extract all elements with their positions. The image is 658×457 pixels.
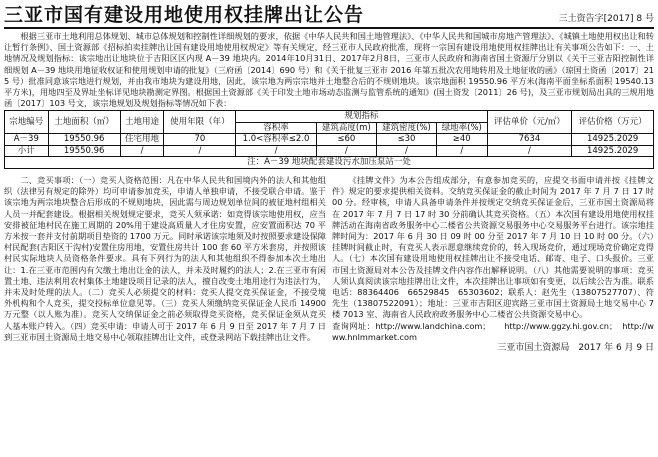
cell-density: ≤30 <box>376 134 436 146</box>
intro-section <box>4 31 654 109</box>
table-note: 注：A－39 地块配套建设污水加压泵站一处 <box>5 157 654 169</box>
announcement-header <box>4 2 654 26</box>
intro-paragraph: 根据三亚市土地利用总体规划、城市总体规划和控制性详细规划的要求，依据《中华人民共和国土地管理法》、《中华人民共和国城市房地产管理法》、《城镇土地使用权出让和转让暂行条例》、国土资源部《招标拍卖挂牌出让国有建设用地使用权规定》等有关规定，经三亚市人民政府批准，现将一宗国有建设用地使用权挂牌出让有关事项公告如下：一、土地情况及规划指标：该宗地出让地块位于吉阳区区内现 A－39 地块内。2014年10月31日、2017年2月8日，三亚市人民政府和海南省国土资源厅分别以《关于三亚吉阳控制性详细规划 A－39 地块用地征收权证和使用规划申请的批复》（三府函〔2014〕690 号）和《关于批复三亚市 2016 年第五批次农用地转用及土地征收的函》（琼国土资函〔2017〕215 号）批准同意该宗地进行规划，并由我市地块为建设用地，因此，该宗地为两宗宗地并土地整合后的不规则地块。该宗地面积 19550.96 平方米(海南平面坐标系面积 19540.13 平方米)，用地四至及界址坐标详见地块勘测定界图。根据国土资源部《关于印发土地市场动态监测与监管系统的通知》(国土资发〔2011〕26 号)，及三亚市规划局出具的三规用地函〔2017〕103 号文，该宗地规划及规划指标等情况如下表： <box>4 31 654 109</box>
cell-green: ≥40 <box>436 134 487 146</box>
cell-parcel-no: 小计 <box>5 145 49 157</box>
signature-line: 三亚市国土资源局 2017 年 6 月 9 日 <box>497 342 654 353</box>
cell-far: 1.0<容积率≤2.0 <box>236 134 316 146</box>
right-column <box>332 175 654 354</box>
cell-use: 住宅用地 <box>120 134 164 146</box>
cell-price-total: 14925.2029 <box>572 145 654 157</box>
cell-price-total: 14925.2029 <box>572 134 654 146</box>
th-area: 土地面积（㎡） <box>48 111 120 134</box>
right-paragraph: 《挂牌文件》为本公告组成部分，有意参加竞买的，应提交书面申请并按《挂牌文件》规定的要求提供相关资料。交纳竞买保证金的截止时间为 2017 年 7 月 7 日 17 时 00 分。经审核，申请人具备申请条件并按规定交纳竞买保证金后，三亚市国土资源局将在 2017 年 7 月 7 日 17 时 30 分前确认其竞买资格。（五）本次国有建设用地使用权挂牌活动在海南省政务服务中心二楼省公共资源交易服务中心交易服务平台进行。该宗地挂牌时间为：2017 年 6 月 30 日 09 时 00 分至 2017 年 7 月 10 日 10 时 00 分。（六）挂牌时间截止时，有竞买人表示愿意继续竞价的，转入现场竞价，通过现场竞价确定竞得人。（七）本次国有建设用地使用权挂牌出让不接受电话、邮寄、电子、口头报价。三亚市国土资源局对本公告及挂牌文件内容作出解释说明。（八）其他需要说明的事项：竞买人须认真阅读该宗地挂牌出让文件，本次挂牌出让事项如有变更，以后续公告为准。联系电话：88364406 66529845 65303602；联系人：赵先生（13807527707）、符先生（13807522091）；地址：三亚市吉阳区迎宾路三亚市国土资源局土地交易中心 7 楼 7013 室、海南省人民政府政务服务中心二楼省公共资源交易中心。 <box>332 174 654 320</box>
th-far: 容积率 <box>236 122 316 134</box>
table-row <box>5 134 654 146</box>
cell-density: / <box>376 145 436 157</box>
left-column <box>4 175 326 354</box>
announcement-title: 三亚市国有建设用地使用权挂牌出让公告 <box>4 4 365 26</box>
th-use: 土地用途 <box>120 111 164 134</box>
header-rule <box>4 27 654 29</box>
table-row <box>5 145 654 157</box>
cell-area: 19550.96 <box>48 134 120 146</box>
th-parcel-no: 宗地编号 <box>5 111 49 134</box>
left-paragraph: 二、竞买事项：（一）竞买人资格范围：凡在中华人民共和国境内外的法人和其他组织（法律另有规定的除外）均可申请参加竞买，申请人单独申请，不接受联合申请。鉴于该宗地为两宗地块整合后形成的不规则地块，因此需与周边规划单位间的被征地村组相关人员一并配套建设。根据相关规划规定要求，竞买人须承诺：如竞得该宗地使用权，应当安排被征地村民在施工周期的 20%用于建设高质量人才住房安置，应安置面积达 70 平方米按一套并支付前期项目垫资的 1700 万元。同时承诺该宗地须及时按照要求建设保障村民配套(吉阳区干沟村)安置住房用地，安置住房共计 100 套 60 平方米套房，并按照该村民实际地块人员资格条件要求。具有下列行为的法人和其他组织不得参加本次土地出让：1.在三亚市范围内有欠缴土地出让金的法人，并未及时履约的法人；2.在三亚市有闲置土地、违法利用农村集体土地建设项目记录的法人，擅自改变土地用途行为违法行为，并未及时处理的法人。（二）竞买人必须提交的材料：竞买人提交竞买保证金，不接受境外机构和个人竞买，提交投标单位意见等。（三）竞买人须缴纳竞买保证金人民币 14900 万元整（以人账为准）。竞买人交纳保证金之前必须取得竞买资格，竞买保证金须从竞买人基本账户转入。（四）竞买申请：申请人可于 2017 年 6 月 9 日至 2017 年 7 月 7 日到三亚市国土资源局土地交易中心领取挂牌出让文件，或登录网站下载挂牌出让文件。 <box>4 174 326 342</box>
cell-years: 70 <box>164 134 236 146</box>
th-price-total: 评估价格（万元） <box>572 111 654 134</box>
cell-price-unit: 7634 <box>487 134 572 146</box>
body-columns <box>4 175 654 354</box>
cell-area: 19550.96 <box>48 145 120 157</box>
planning-table <box>4 110 654 169</box>
query-urls: 查询网址：http://www.landchina.com； http://www.ggzy.hi.gov.cn； http://www.hnlmmarket.com <box>332 320 654 342</box>
th-planning: 规划指标 <box>236 111 487 123</box>
cell-height: / <box>316 145 376 157</box>
cell-years: / <box>164 145 236 157</box>
th-green: 绿地率(%) <box>436 122 487 134</box>
cell-price-unit: / <box>487 145 572 157</box>
cell-far: / <box>236 145 316 157</box>
document-number: 三土资告字[2017] 8 号 <box>558 14 654 24</box>
th-density: 建筑密度(%) <box>376 122 436 134</box>
th-height: 建筑高度(m) <box>316 122 376 134</box>
th-price-unit: 评估单价（元/㎡） <box>487 111 572 134</box>
cell-height: ≤60 <box>316 134 376 146</box>
cell-green: / <box>436 145 487 157</box>
cell-parcel-no: A－39 <box>5 134 49 146</box>
th-years: 使用年限（年） <box>164 111 236 134</box>
cell-use: / <box>120 145 164 157</box>
